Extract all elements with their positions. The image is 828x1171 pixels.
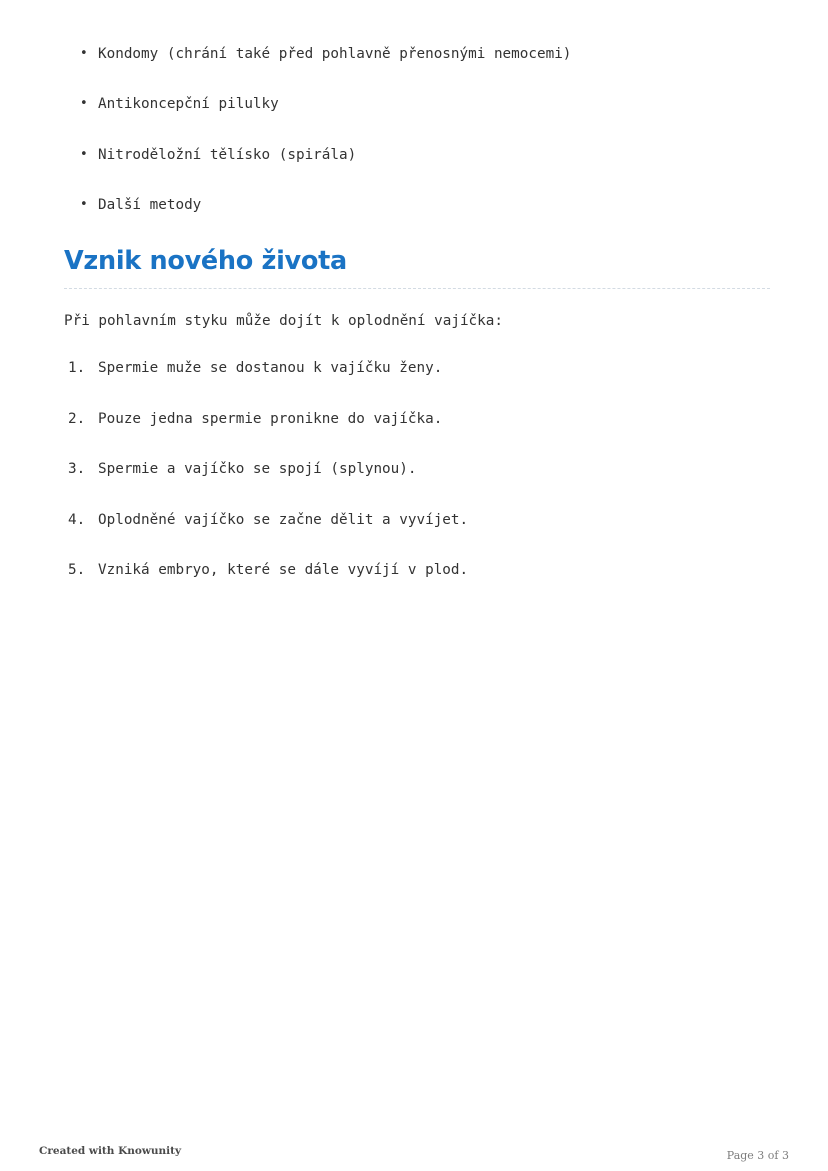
list-item-number: 1. xyxy=(68,360,86,377)
bullet-dot-icon: • xyxy=(80,197,88,213)
list-item xyxy=(64,358,770,379)
contraception-bullet-list xyxy=(64,44,770,217)
section-intro-paragraph: Při pohlavním styku může dojít k oplodnění vajíčka: xyxy=(64,312,503,329)
list-item-number: 4. xyxy=(68,511,86,528)
list-item-label: Vzniká embryo, které se dále vyvíjí v plod. xyxy=(98,561,469,578)
section-heading: Vznik nového života xyxy=(64,246,770,289)
list-item-label: Nitroděložní tělísko (spirála) xyxy=(98,146,357,163)
list-item xyxy=(64,44,770,65)
list-item xyxy=(64,195,770,216)
list-item xyxy=(64,409,770,430)
list-item-label: Spermie muže se dostanou k vajíčku ženy. xyxy=(98,360,443,377)
list-item-label: Pouze jedna spermie pronikne do vajíčka. xyxy=(98,410,443,427)
fertilization-steps-list xyxy=(64,358,770,581)
list-item xyxy=(64,459,770,480)
bullet-dot-icon: • xyxy=(80,146,88,162)
list-item-label: Oplodněné vajíčko se začne dělit a vyvíjet. xyxy=(98,511,469,528)
list-item-label: Kondomy (chrání také před pohlavně přenosnými nemocemi) xyxy=(98,46,572,62)
list-item xyxy=(64,145,770,166)
list-item-label: Antikoncepční pilulky xyxy=(98,96,279,113)
list-item-number: 3. xyxy=(68,461,86,478)
list-item-number: 5. xyxy=(68,561,86,578)
list-item xyxy=(64,94,770,115)
page-content xyxy=(64,44,770,610)
list-item xyxy=(64,510,770,531)
bullet-dot-icon: • xyxy=(80,46,88,61)
list-item-label: Spermie a vajíčko se spojí (splynou). xyxy=(98,461,417,478)
page-footer xyxy=(0,1127,828,1171)
list-item-label: Další metody xyxy=(98,197,202,214)
footer-page-number: Page 3 of 3 xyxy=(726,1149,789,1162)
footer-attribution: Created with Knowunity xyxy=(39,1145,182,1157)
list-item-number: 2. xyxy=(68,410,86,427)
bullet-dot-icon: • xyxy=(80,96,88,112)
list-item xyxy=(64,560,770,581)
